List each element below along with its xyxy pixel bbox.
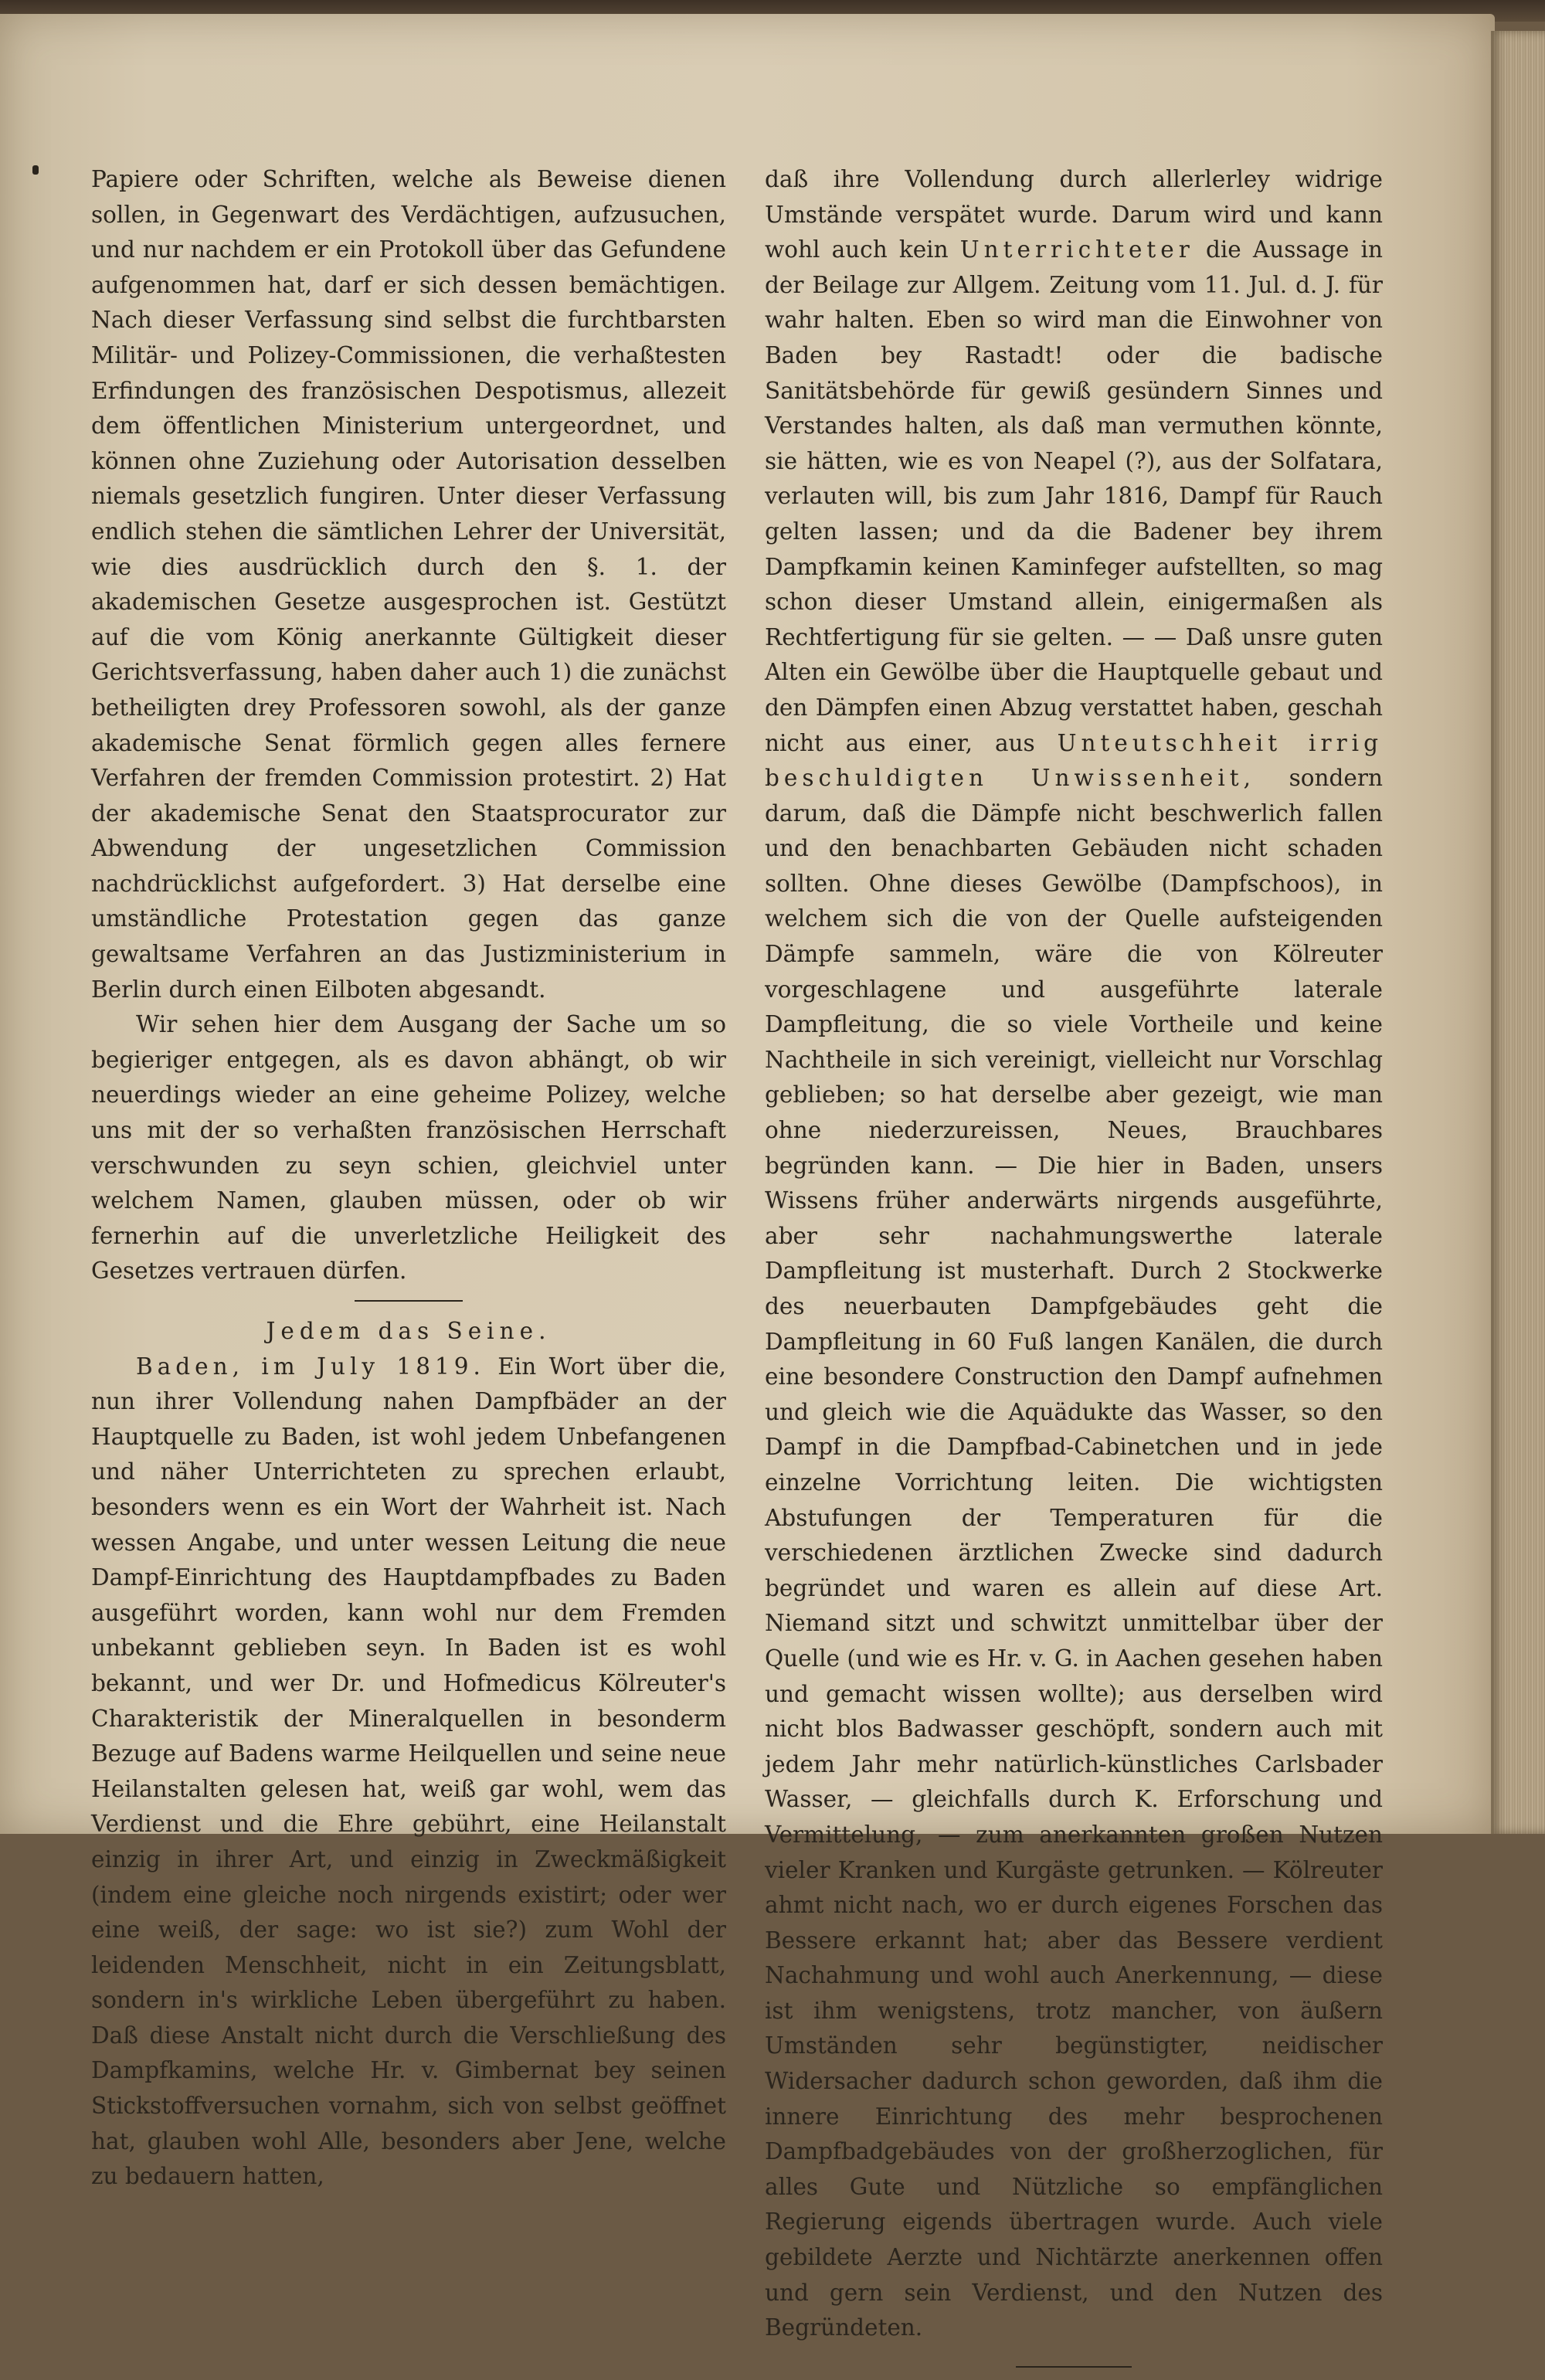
left-column [91, 162, 726, 2195]
left-paragraph-1: Papiere oder Schriften, welche als Beweise dienen sollen, in Gegenwart des Verdächtigen, aufzusuchen, und nur nachdem er ein Protokoll über das Gefundene aufgenommen hat, darf er sich dessen bemächtigen. Nach dieser Verfassung sind selbst die furchtbarsten Militär- und Polizey-Commissionen, die verhaßtesten Erfindungen des französischen Despotismus, allezeit dem öffentlichen Ministerium untergeordnet, und können ohne Zuziehung oder Autorisation desselben niemals gesetzlich fungiren. Unter dieser Verfassung endlich stehen die sämtlichen Lehrer der Universität, wie dies ausdrücklich durch den §. 1. der akademischen Gesetze ausgesprochen ist. Gestützt auf die vom König anerkannte Gültigkeit dieser Gerichtsverfassung, haben daher auch 1) die zunächst betheiligten drey Professoren sowohl, als der ganze akademische Senat förmlich gegen alles fernere Verfahren der fremden Commission protestirt. 2) Hat der akademische Senat den Staatsprocurator zur Abwendung der ungesetzlichen Commission nachdrücklichst aufgefordert. 3) Hat derselbe eine umständliche Protestation gegen das ganze gewaltsame Verfahren an das Justizministerium in Berlin durch einen Eilboten abgesandt. [91, 166, 726, 1003]
left-paragraph-3 [91, 1350, 726, 2195]
page-stack-edge [1491, 31, 1545, 1834]
newspaper-page [0, 14, 1495, 2341]
article-title: Jedem das Seine. [266, 1318, 552, 1344]
margin-ink-mark [32, 165, 39, 175]
dateline: Baden, im July 1819. [136, 1353, 485, 1380]
right-text-c: , sondern darum, daß die Dämpfe nicht beschwerlich fallen und den benachbarten Gebäuden nicht schaden sollten. Ohne dieses Gewölbe (Dampfschoos), in welchem sich die von der Quelle aufsteigenden Dämpfe sammeln, wäre die von Kölreuter vorgeschlagene und ausgeführte laterale Dampfleitung, die so viele Vortheile und keine Nachtheile in sich vereinigt, vielleicht nur Vorschlag geblieben; so hat derselbe aber gezeigt, wie man ohne niederzureissen, Neues, Brauchbares begründen kann. — Die hier in Baden, unsers Wissens früher anderwärts nirgends ausgeführte, aber sehr nachahmungswerthe laterale Dampfleitung ist musterhaft. Durch 2 Stockwerke des neuerbauten Dampfgebäudes geht die Dampfleitung in 60 Fuß langen Kanälen, die durch eine besondere Construction den Dampf aufnehmen und gleich wie die Aquädukte das Wasser, so den Dampf in die Dampfbad-Cabinetchen und in jede einzelne Vorrichtung leiten. Die wichtigsten Abstufungen der Temperaturen für die verschiedenen ärztlichen Zwecke sind dadurch begründet und waren es allein auf diese Art. Niemand sitzt und schwitzt unmittelbar über der Quelle (und wie es Hr. v. G. in Aachen gesehen haben und gemacht wissen wollte); aus derselben wird nicht blos Badwasser geschöpft, sondern auch mit jedem Jahr mehr natürlich-künstliches Carlsbader Wasser, — gleichfalls durch K. Erforschung und Vermittelung, — zum anerkannten großen Nutzen vieler Kranken und Kurgäste getrunken. — Kölreuter ahmt nicht nach, wo er durch eigenes Forschen das Bessere erkannt hat; aber das Bessere verdient Nachahmung und wohl auch Anerkennung, — [765, 765, 1383, 1989]
end-divider [1016, 2366, 1132, 2368]
emphasis-unterrichteter: Unterrichteter [959, 236, 1194, 263]
emphasis-unteutschheit: Unteutschheit irrig beschuldigten Unwissenheit [765, 729, 1383, 792]
left-paragraph-3-body: Ein Wort über die, nun ihrer Vollendung nahen Dampfbäder an der Hauptquelle zu Baden, ist wohl jedem Unbefangenen und näher Unterrichteten zu sprechen erlaubt, besonders wenn es ein Wort der Wahrheit ist. Nach wessen Angabe, und unter wessen Leitung die neue Dampf-Einrichtung des Hauptdampfbades zu Baden ausgeführt worden, kann wohl nur dem Fremden unbekannt geblieben seyn. In Baden ist es wohl bekannt, und wer Dr. und Hofmedicus Kölreuter's Charakteristik der Mineralquellen in besonderm Bezuge auf Badens warme Heilquellen und seine neue Heilanstalten gelesen hat, weiß gar wohl, wem das Verdienst und die Ehre gebührt, eine Heilanstalt einzig in ihrer Art, und einzig in Zweckmäßigkeit (indem eine gleiche noch nirgends existirt; oder wer eine weiß, der sage: wo ist sie?) zum Wohl der leidenden Menschheit, nicht in ein Zeitungsblatt, sondern in's wirkliche Leben übergeführt zu haben. Daß diese Anstalt nicht durch die Verschließung des Dampfkamins, welche Hr. v. Gimbernat bey seinen Stickstoffversuchen vornahm, sich von selbst geöffnet hat, glauben wohl Alle, besonders aber Jene, welche zu bedauern hatten, [91, 1353, 726, 2190]
right-column [765, 162, 1383, 2380]
left-paragraph-2: Wir sehen hier dem Ausgang der Sache um so begieriger entgegen, als es davon abhängt, ob wir neuerdings wieder an eine geheime Polizey, welche uns mit der so verhaßten französischen Herrschaft verschwunden zu seyn schien, gleichviel unter welchem Namen, glauben müssen, oder ob wir fernerhin auf die unverletzliche Heiligkeit des Gesetzes vertrauen dürfen. [91, 1011, 726, 1285]
right-text-b: die Aussage in der Beilage zur Allgem. Zeitung vom 11. Jul. d. J. für wahr halten. Eben so wird man die Einwohner von Baden bey Rastadt! oder die badische Sanitätsbehörde für gewiß gesündern Sinnes und Verstandes halten, als daß man vermuthen könnte, sie hätten, wie es von Neapel (?), aus der Solfatara, verlauten will, bis zum Jahr 1816, Dampf für Rauch gelten lassen; und da die Badener bey ihrem Dampfkamin keinen Kaminfeger aufstellten, so mag schon dieser Umstand allein, einigermaßen als Rechtfertigung für sie gelten. — — Daß unsre guten Alten ein Gewölbe über die Hauptquelle gebaut und den Dämpfen einen Abzug verstattet haben, geschah nicht aus einer, aus [765, 236, 1383, 756]
right-paragraph [765, 162, 1383, 2346]
right-text-tight: diese ist ihm wenigstens, trotz mancher, von äußern Umständen sehr begünstigter, neidischer Widersacher dadurch schon geworden, daß ihm die innere Einrichtung des mehr besprochenen Dampfbadgebäudes von der großherzoglichen, für alles Gute und Nützliche so empfänglichen Regierung eigends übertragen wurde. Auch viele gebildete Aerzte und Nichtärzte anerkennen offen und gern sein Verdienst, und den Nutzen des Begründeten. [765, 1962, 1383, 2341]
section-divider [355, 1300, 463, 1302]
right-text-a: daß ihre Vollendung durch allerlerley widrige Umstände verspätet wurde. Darum wird und kann wohl auch kein [765, 166, 1383, 263]
